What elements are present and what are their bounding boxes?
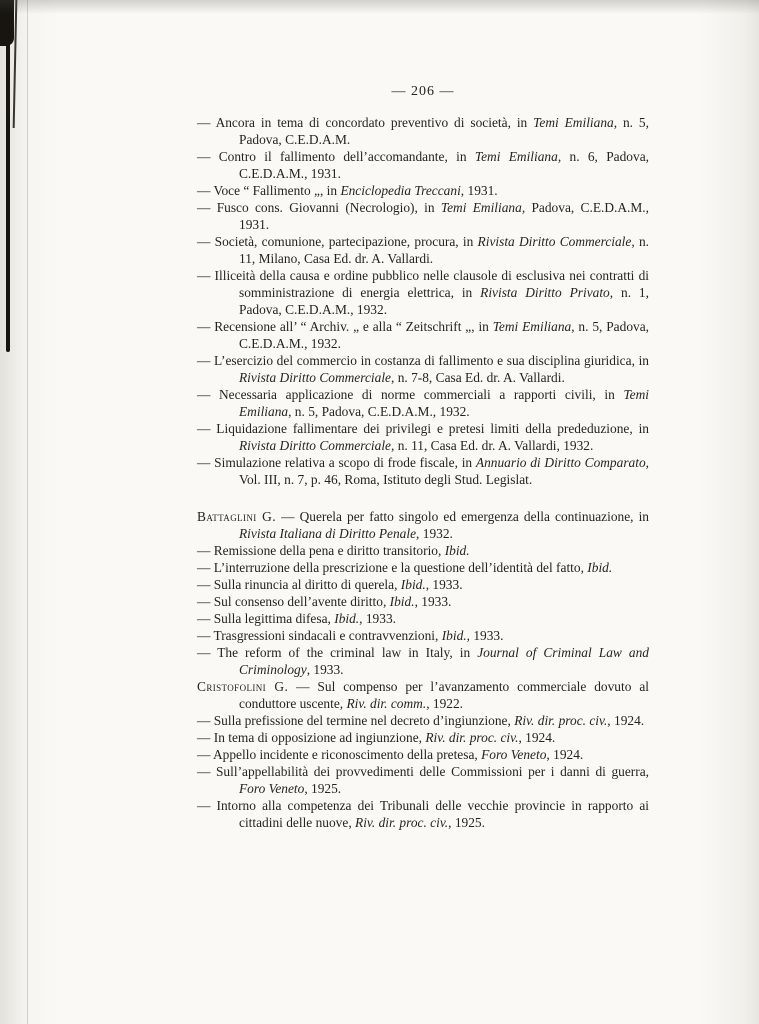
entry-text: — In tema di opposizione ad ingiunzione, [197,730,426,745]
bibliography-entry [197,712,649,729]
bibliography-entry [197,729,649,746]
entry-text: — Contro il fallimento dell’accomandante, in [197,149,475,164]
entry-text: — Ancora in tema di concordato preventivo di società, in [197,115,534,130]
bibliography-entry [197,148,649,182]
work-title: Rivista Diritto Commerciale [239,370,391,385]
entry-text: , n. 5, Padova, C.E.D.A.M. [239,115,649,147]
entry-text: , n. 5, Padova, C.E.D.A.M., 1932. [239,319,649,351]
entry-text: , n. 5, Padova, C.E.D.A.M., 1932. [288,404,470,419]
entry-text: — Recensione all’ “ Archiv. „ e alla “ Zeitschrift „, in [197,319,493,334]
entry-text: , 1932. [416,526,453,541]
work-title: Riv. dir. comm. [346,696,427,711]
entry-text: — Sul compenso per l’avanzamento commerciale dovuto al conduttore uscente, [239,679,649,711]
entry-text: , n. 1, Padova, C.E.D.A.M., 1932. [239,285,649,317]
work-title: Ibid. [444,543,470,558]
work-title: Foro Veneto [481,747,547,762]
bibliography-entry [197,352,649,386]
entry-text: — Trasgressioni sindacali e contravvenzioni, [197,628,442,643]
entry-text: , 1925. [304,781,342,796]
work-title: Riv. dir. proc. civ. [355,815,449,830]
bibliography-entry [197,233,649,267]
page-number: — 206 — [391,84,455,99]
work-title: Enciclopedia Treccani [340,183,461,198]
entry-text: , n. 6, Padova, C.E.D.A.M., 1931. [239,149,649,181]
entry-text: , 1933. [414,594,452,609]
entry-text: — Intorno alla competenza dei Tribunali delle vecchie provincie in rapporto ai cittadini delle nuove, [197,798,649,830]
entry-text: — The reform of the criminal law in Italy, in [197,645,478,660]
bibliography-entry-author [197,508,649,542]
entry-text: — Sulla rinuncia al diritto di querela, [197,577,401,592]
work-title: Riv. dir. proc. civ. [514,713,608,728]
entry-text: — Simulazione relativa a scopo di frode fiscale, in [197,455,476,470]
work-title: Ibid. [587,560,613,575]
work-title: Temi Emiliana [492,319,572,334]
entry-text: — Illiceità della causa e ordine pubblico nelle clausole di esclusiva nei contratti di somministrazione di energia elettrica, in [197,268,649,300]
bibliography-entry [197,318,649,352]
bibliography-entry [197,114,649,148]
entry-text: — Società, comunione, partecipazione, procura, in [197,234,478,249]
entry-text: — Sulla prefissione del termine nel decreto d’ingiunzione, [197,713,515,728]
work-title: Rivista Diritto Commerciale [239,438,391,453]
work-title: Rivista Diritto Privato [480,285,610,300]
entry-text: , 1925. [448,815,485,830]
bibliography-entry [197,644,649,678]
entry-text: — Sulla legittima difesa, [197,611,335,626]
entry-text: , Vol. III, n. 7, p. 46, Roma, Istituto degli Stud. Legislat. [239,455,650,487]
entry-text: — Appello incidente e riconoscimento della pretesa, [197,747,482,762]
entry-text: , 1922. [426,696,464,711]
entry-text: — Sul consenso dell’avente diritto, [197,594,390,609]
entry-text: , n. 7-8, Casa Ed. dr. A. Vallardi. [391,370,565,385]
binding-mark [6,0,10,352]
entry-text: , 1933. [466,628,504,643]
work-title: Ibid. [400,577,426,592]
bibliography-entry [197,559,649,576]
entry-text: , 1933. [359,611,396,626]
work-title: Ibid. [334,611,360,626]
entry-text: — Sull’appellabilità dei provvedimenti delle Commissioni per i danni di guerra, [197,764,649,779]
entry-text: , 1924. [607,713,645,728]
entry-text: , 1924. [546,747,584,762]
page-edge-line [27,0,28,1024]
work-title: Ibid. [441,628,467,643]
work-title: Annuario di Diritto Comparato [475,455,646,470]
entry-text: — Necessaria applicazione di norme commerciali a rapporti civili, in [197,387,624,402]
entry-text: , 1924. [518,730,556,745]
work-title: Ibid. [389,594,415,609]
bibliography-entry [197,797,649,831]
work-title: Temi Emiliana [440,200,522,215]
bibliography-entry [197,542,649,559]
bibliography-entry [197,267,649,318]
entry-text: — Fusco cons. Giovanni (Necrologio), in [197,200,441,215]
bibliography-entry [197,420,649,454]
bibliography-entry [197,199,649,233]
bibliography-entry-author [197,678,649,712]
scan-shadow [0,0,759,14]
bibliography-entry [197,627,649,644]
entry-text: , n. 11, Milano, Casa Ed. dr. A. Vallardi. [239,234,649,266]
entry-text: — Querela per fatto singolo ed emergenza della continuazione, in [276,509,650,524]
bibliography-entry [197,746,649,763]
bibliography-entry [197,763,649,797]
work-title: Journal of Criminal Law and Criminology [239,645,649,677]
bibliography-entry [197,610,649,627]
bibliography-list [197,114,649,831]
entry-text: — L’interruzione della prescrizione e la questione dell’identità del fatto, [197,560,588,575]
entry-text: — Remissione della pena e diritto transitorio, [197,543,445,558]
bibliography-entry [197,386,649,420]
author-name: Cristofolini G. [197,679,289,694]
work-title: Temi Emiliana [474,149,558,164]
entry-text: , 1933. [306,662,344,677]
entry-text: — L’esercizio del commercio in costanza di fallimento e sua disciplina giuridica, in [197,353,649,368]
entry-text: , n. 11, Casa Ed. dr. A. Vallardi, 1932. [391,438,594,453]
bibliography-entry [197,182,649,199]
entry-text: , 1933. [425,577,463,592]
bibliography-entry [197,576,649,593]
work-title: Temi Emiliana [239,387,649,419]
entry-text: — Liquidazione fallimentare dei privilegi e pretesi limiti della prededuzione, in [197,421,649,436]
work-title: Riv. dir. proc. civ. [425,730,519,745]
entry-text: , 1931. [460,183,498,198]
work-title: Rivista Italiana di Diritto Penale [239,526,417,541]
work-title: Temi Emiliana [533,115,614,130]
entry-text: , Padova, C.E.D.A.M., 1931. [239,200,649,232]
bibliography-entry [197,593,649,610]
work-title: Rivista Diritto Commerciale [477,234,632,249]
bibliography-entry [197,454,649,488]
entry-text: — Voce “ Fallimento „, in [197,183,341,198]
work-title: Foro Veneto [239,781,305,796]
author-name: Battaglini G. [197,509,277,524]
